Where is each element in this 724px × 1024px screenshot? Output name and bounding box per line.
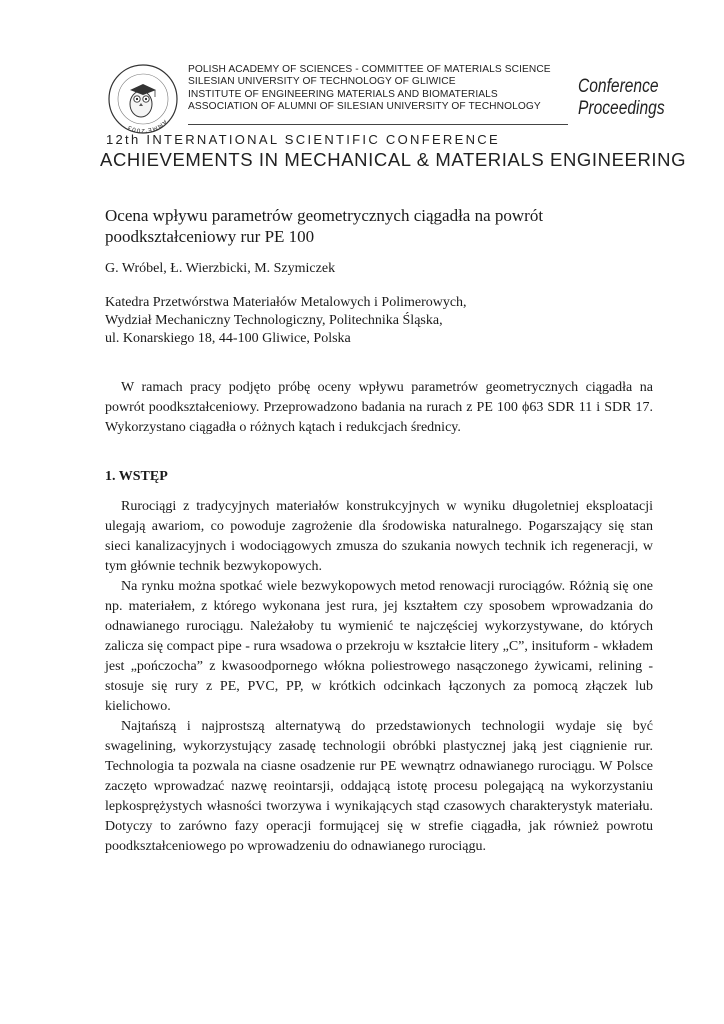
institution-line: SILESIAN UNIVERSITY OF TECHNOLOGY OF GLIWICE [188,76,456,88]
institution-line: POLISH ACADEMY OF SCIENCES - COMMITTEE OF MATERIALS SCIENCE [188,64,551,75]
logo-ring-text: AMME'2003 [126,118,169,135]
institution-line: INSTITUTE OF ENGINEERING MATERIALS AND BIOMATERIALS [188,88,498,100]
conference-title: ACHIEVEMENTS IN MECHANICAL & MATERIALS ENGINEERING [100,149,687,170]
paper-abstract [105,378,653,438]
conference-proceedings-label: Conference Proceedings [578,76,665,119]
affiliation-line: Katedra Przetwórstwa Materiałów Metalowych i Polimerowych, [105,295,467,310]
affiliation-line: ul. Konarskiego 18, 44-100 Gliwice, Polska [105,331,351,346]
affiliation-line: Wydział Mechaniczny Technologiczny, Politechnika Śląska, [105,313,443,328]
paper-affiliation [105,294,467,348]
paper-title: Ocena wpływu parametrów geometrycznych ciągadła na powrót poodkształceniowy rur PE 100 [105,206,544,246]
section-body [105,497,653,857]
conference-edition: 12th INTERNATIONAL SCIENTIFIC CONFERENCE [106,132,500,147]
body-paragraph: Na rynku można spotkać wiele bezwykopowych metod renowacji rurociągów. Różnią się one np. materiałem, z którego wykonana jest rura, jej kształtem czy sposobem wprowadzania do odnawianego rurociągu. Należałoby tu wymienić te najczęściej wykorzystywane, do których zalicza się compact pipe - rura wsadowa o przekroju w kształcie litery „C”, insituform - wkładem jest „pończocha” z kwasoodpornego włókna poliestrowego nasączonego żywicami, relining - stosuje się rury z PE, PVC, PP, w krótkich odcinkach łączonych za pomocą złączek lub kielichowo. [105,579,653,714]
institution-list [188,64,578,114]
conference-logo-icon [106,62,180,136]
section-heading: 1. WSTĘP [105,469,168,484]
institution-line: ASSOCIATION OF ALUMNI OF SILESIAN UNIVERSITY OF TECHNOLOGY [188,101,541,113]
abstract-paragraph: W ramach pracy podjęto próbę oceny wpływu parametrów geometrycznych ciągadła na powrót poodkształceniowy. Przeprowadzono badania na rurach z PE 100 ϕ63 SDR 11 i SDR 17. Wykorzystano ciągadła o różnych kątach i redukcjach średnicy. [105,380,653,435]
paper-authors: G. Wróbel, Ł. Wierzbicki, M. Szymiczek [105,261,336,276]
body-paragraph: Najtańszą i najprostszą alternatywą do przedstawionych technologii wydaje się być swagelining, wykorzystujący zasadę technologii obróbki plastycznej jaką jest ciągnienie rur. Technologia ta pozwala na ciasne osadzenie rur PE wewnątrz odnawianego rurociągu. W Polsce zaczęto wprowadzać nazwę reointarsji, oddającą istotę procesu polegającą na wykorzystaniu lepkosprężystych własności tworzywa i wynikających stąd czasowych charakterystyk materiału. Dotyczy to zarówno fazy operacji formującej się w strefie ciągadła, jak również powrotu poodkształceniowego po wprowadzeniu do odnawianego rurociągu. [105,719,653,854]
body-paragraph: Rurociągi z tradycyjnych materiałów konstrukcyjnych w wyniku długoletniej eksploatacji ulegają awariom, co powoduje zagrożenie dla środowiska naturalnego. Pogarszający się stan sieci kanalizacyjnych i wodociągowych zmusza do szukania nowych technik ich regeneracji, w tym głównie technik bezwykopowych. [105,499,653,574]
header-divider [188,124,568,125]
conference-header [100,58,687,178]
